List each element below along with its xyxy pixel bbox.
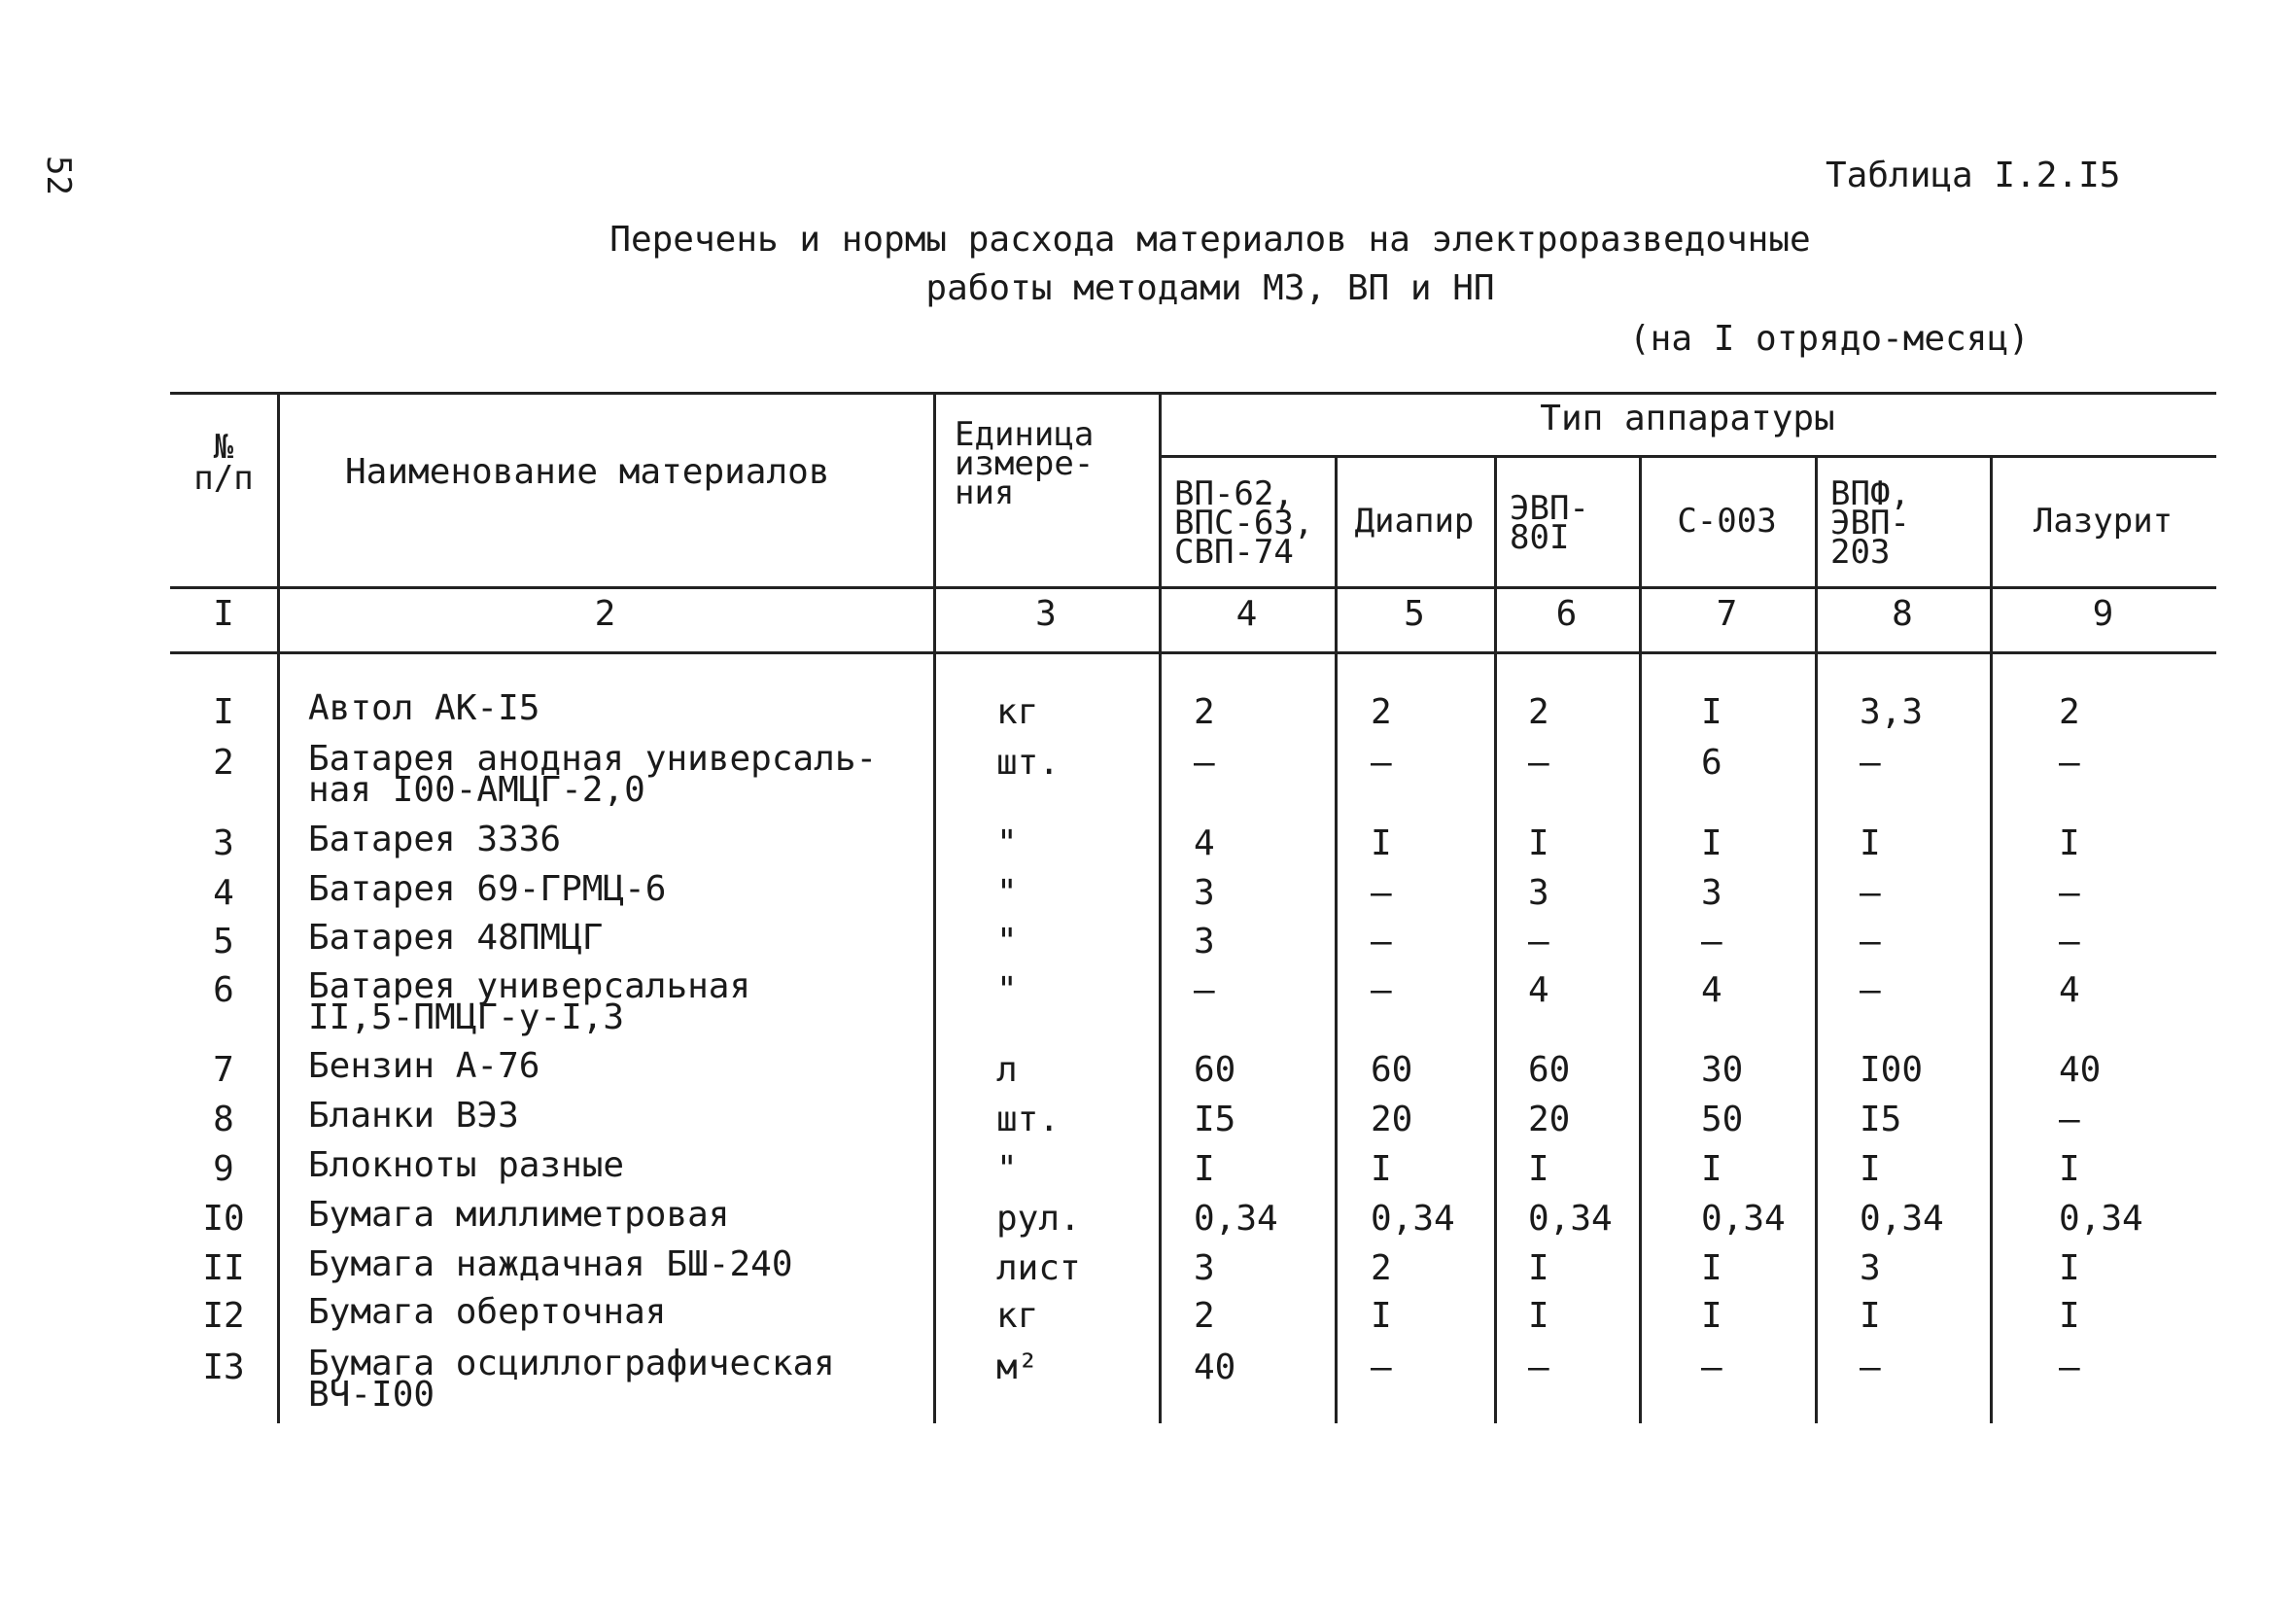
row-value: –: [1528, 743, 1549, 783]
row-value: 60: [1194, 1050, 1236, 1090]
row-value: –: [2059, 743, 2080, 783]
header-unit: Единица: [955, 415, 1095, 454]
row-value: 2: [1371, 1248, 1392, 1288]
row-value: 4: [1528, 970, 1549, 1010]
row-value: –: [1860, 970, 1881, 1010]
column-number: I: [213, 594, 234, 634]
row-unit: кг: [996, 1296, 1039, 1336]
row-value: I00: [1860, 1050, 1924, 1090]
rule-col-3: [1159, 392, 1162, 1423]
row-unit: ": [996, 873, 1018, 913]
row-value: I: [1701, 1248, 1722, 1288]
row-material-name: Бумага оберточная: [308, 1292, 667, 1332]
table-label: Таблица I.2.I5: [1826, 156, 2121, 195]
row-value: I: [1701, 1296, 1722, 1336]
row-value: I: [2059, 1149, 2080, 1189]
header-unit: измере-: [955, 444, 1095, 483]
header-equipment-5: ВПФ,: [1830, 474, 1910, 513]
row-value: I: [1860, 823, 1881, 863]
row-value: I: [1371, 1296, 1392, 1336]
row-num: 2: [213, 743, 234, 783]
row-value: I5: [1194, 1100, 1236, 1139]
row-material-name: ВЧ-I00: [308, 1375, 435, 1415]
row-material-name: Бланки ВЭЗ: [308, 1096, 519, 1136]
row-value: 3: [1194, 922, 1215, 962]
row-value: 3: [1701, 873, 1722, 913]
row-value: 60: [1528, 1050, 1571, 1090]
row-unit: л: [996, 1050, 1018, 1090]
row-value: 2: [2059, 692, 2080, 732]
row-material-name: ная I00-АМЦГ-2,0: [308, 770, 645, 810]
row-value: 3: [1194, 873, 1215, 913]
row-value: 0,34: [1860, 1199, 1944, 1239]
rule-header-bottom: [170, 586, 2216, 589]
row-num: 7: [213, 1050, 234, 1090]
row-value: I5: [1860, 1100, 1902, 1139]
row-value: –: [1371, 873, 1392, 913]
title-line-2: работы методами МЗ, ВП и НП: [925, 268, 1495, 308]
row-value: I: [1860, 1149, 1881, 1189]
row-value: 2: [1371, 692, 1392, 732]
row-value: –: [1371, 1347, 1392, 1387]
row-value: –: [2059, 922, 2080, 962]
row-num: 3: [213, 823, 234, 863]
row-unit: м²: [996, 1347, 1039, 1387]
column-number: 5: [1404, 594, 1425, 634]
row-value: 0,34: [2059, 1199, 2143, 1239]
row-value: –: [2059, 1347, 2080, 1387]
header-num: №: [213, 428, 234, 467]
table-title: [544, 216, 1876, 313]
row-num: 8: [213, 1100, 234, 1139]
row-value: I: [1194, 1149, 1215, 1189]
row-value: I: [2059, 1248, 2080, 1288]
row-material-name: Бумага осциллографическая: [308, 1344, 835, 1383]
row-value: 30: [1701, 1050, 1744, 1090]
header-num: п/п: [193, 459, 254, 498]
header-equipment-1: ВПС-63,: [1174, 504, 1314, 542]
rule-top: [170, 392, 2216, 395]
header-name: Наименование материалов: [345, 452, 830, 492]
header-equipment-3: ЭВП-: [1510, 489, 1589, 528]
row-value: 20: [1371, 1100, 1413, 1139]
row-value: 0,34: [1371, 1199, 1455, 1239]
row-num: II: [202, 1248, 245, 1288]
row-value: 4: [2059, 970, 2080, 1010]
rule-colnum-bottom: [170, 651, 2216, 654]
row-material-name: Блокноты разные: [308, 1145, 625, 1185]
row-value: –: [2059, 1100, 2080, 1139]
row-value: –: [1860, 1347, 1881, 1387]
column-number: 9: [2092, 594, 2114, 634]
row-value: –: [1371, 922, 1392, 962]
header-equipment-1: СВП-74: [1174, 533, 1294, 572]
row-value: 40: [2059, 1050, 2102, 1090]
row-value: 3: [1860, 1248, 1881, 1288]
row-num: 5: [213, 922, 234, 962]
row-value: –: [1194, 970, 1215, 1010]
row-value: 0,34: [1701, 1199, 1786, 1239]
row-value: 2: [1528, 692, 1549, 732]
row-value: I: [1701, 823, 1722, 863]
row-value: I: [1371, 1149, 1392, 1189]
table-subtitle: (на I отрядо-месяц): [1629, 319, 2030, 359]
header-equipment-3: 80I: [1510, 518, 1570, 557]
header-unit: ния: [955, 473, 1015, 512]
page-number: 52: [39, 156, 78, 195]
row-value: 4: [1701, 970, 1722, 1010]
column-number: 4: [1235, 594, 1258, 634]
header-equipment-5: 203: [1830, 533, 1891, 572]
row-value: 3: [1194, 1248, 1215, 1288]
row-value: –: [1860, 743, 1881, 783]
row-value: I: [1528, 823, 1549, 863]
row-unit: ": [996, 922, 1018, 962]
column-number: 7: [1716, 594, 1738, 634]
row-material-name: Бумага миллиметровая: [308, 1195, 730, 1235]
row-value: 3,3: [1860, 692, 1924, 732]
row-material-name: Бензин А-76: [308, 1046, 540, 1086]
row-value: I: [1528, 1248, 1549, 1288]
row-value: –: [1194, 743, 1215, 783]
row-num: I3: [202, 1347, 245, 1387]
row-num: I2: [202, 1296, 245, 1336]
row-unit: шт.: [996, 1100, 1061, 1139]
row-value: 0,34: [1528, 1199, 1613, 1239]
row-value: 2: [1194, 692, 1215, 732]
header-equipment-6: Лазурит: [2033, 502, 2174, 541]
rule-equipment-sub: [1159, 455, 2216, 458]
row-unit: кг: [996, 692, 1039, 732]
row-value: 40: [1194, 1347, 1236, 1387]
row-value: I: [2059, 1296, 2080, 1336]
header-equipment-4: С-003: [1677, 502, 1777, 541]
header-equipment-2: Диапир: [1354, 502, 1475, 541]
row-num: I: [213, 692, 234, 732]
row-value: 2: [1194, 1296, 1215, 1336]
row-value: 50: [1701, 1100, 1744, 1139]
title-line-1: Перечень и нормы расхода материалов на электроразведочные: [609, 220, 1811, 260]
rule-col-2: [933, 392, 936, 1423]
row-num: I0: [202, 1199, 245, 1239]
row-value: I: [1701, 1149, 1722, 1189]
row-material-name: Батарея универсальная: [308, 966, 751, 1006]
row-value: 20: [1528, 1100, 1571, 1139]
row-num: 4: [213, 873, 234, 913]
row-value: –: [1528, 1347, 1549, 1387]
row-value: 4: [1194, 823, 1215, 863]
row-value: I: [1860, 1296, 1881, 1336]
row-unit: лист: [996, 1248, 1081, 1288]
row-value: –: [1701, 1347, 1722, 1387]
row-value: –: [1860, 922, 1881, 962]
row-material-name: Бумага наждачная БШ-240: [308, 1244, 793, 1284]
header-equipment-1: ВП-62,: [1174, 474, 1294, 513]
row-material-name: Батарея 48ПМЦГ: [308, 918, 604, 958]
row-value: –: [1701, 922, 1722, 962]
row-unit: ": [996, 970, 1018, 1010]
row-value: 0,34: [1194, 1199, 1278, 1239]
row-value: –: [2059, 873, 2080, 913]
row-material-name: Автол АК-I5: [308, 688, 540, 728]
row-value: I: [2059, 823, 2080, 863]
row-value: –: [1371, 743, 1392, 783]
row-unit: ": [996, 1149, 1018, 1189]
row-value: I: [1528, 1149, 1549, 1189]
row-value: I: [1371, 823, 1392, 863]
row-value: 3: [1528, 873, 1549, 913]
row-value: 60: [1371, 1050, 1413, 1090]
row-material-name: II,5-ПМЦГ-у-I,3: [308, 997, 625, 1037]
row-num: 6: [213, 970, 234, 1010]
header-equipment-5: ЭВП-: [1830, 504, 1910, 542]
column-number: 6: [1555, 594, 1578, 634]
row-value: 6: [1701, 743, 1722, 783]
column-number: 2: [594, 594, 616, 634]
row-value: –: [1860, 873, 1881, 913]
row-unit: ": [996, 823, 1018, 863]
row-value: I: [1701, 692, 1722, 732]
column-number: 8: [1892, 594, 1913, 634]
header-equipment-group: Тип аппаратуры: [1540, 399, 1835, 438]
row-material-name: Батарея 69-ГРМЦ-6: [308, 869, 667, 909]
row-unit: рул.: [996, 1199, 1081, 1239]
row-unit: шт.: [996, 743, 1061, 783]
row-value: I: [1528, 1296, 1549, 1336]
row-value: –: [1528, 922, 1549, 962]
row-num: 9: [213, 1149, 234, 1189]
rule-col-1: [277, 392, 280, 1423]
row-material-name: Батарея анодная универсаль-: [308, 739, 878, 779]
column-number: 3: [1035, 594, 1057, 634]
row-value: –: [1371, 970, 1392, 1010]
row-material-name: Батарея 3336: [308, 820, 562, 859]
